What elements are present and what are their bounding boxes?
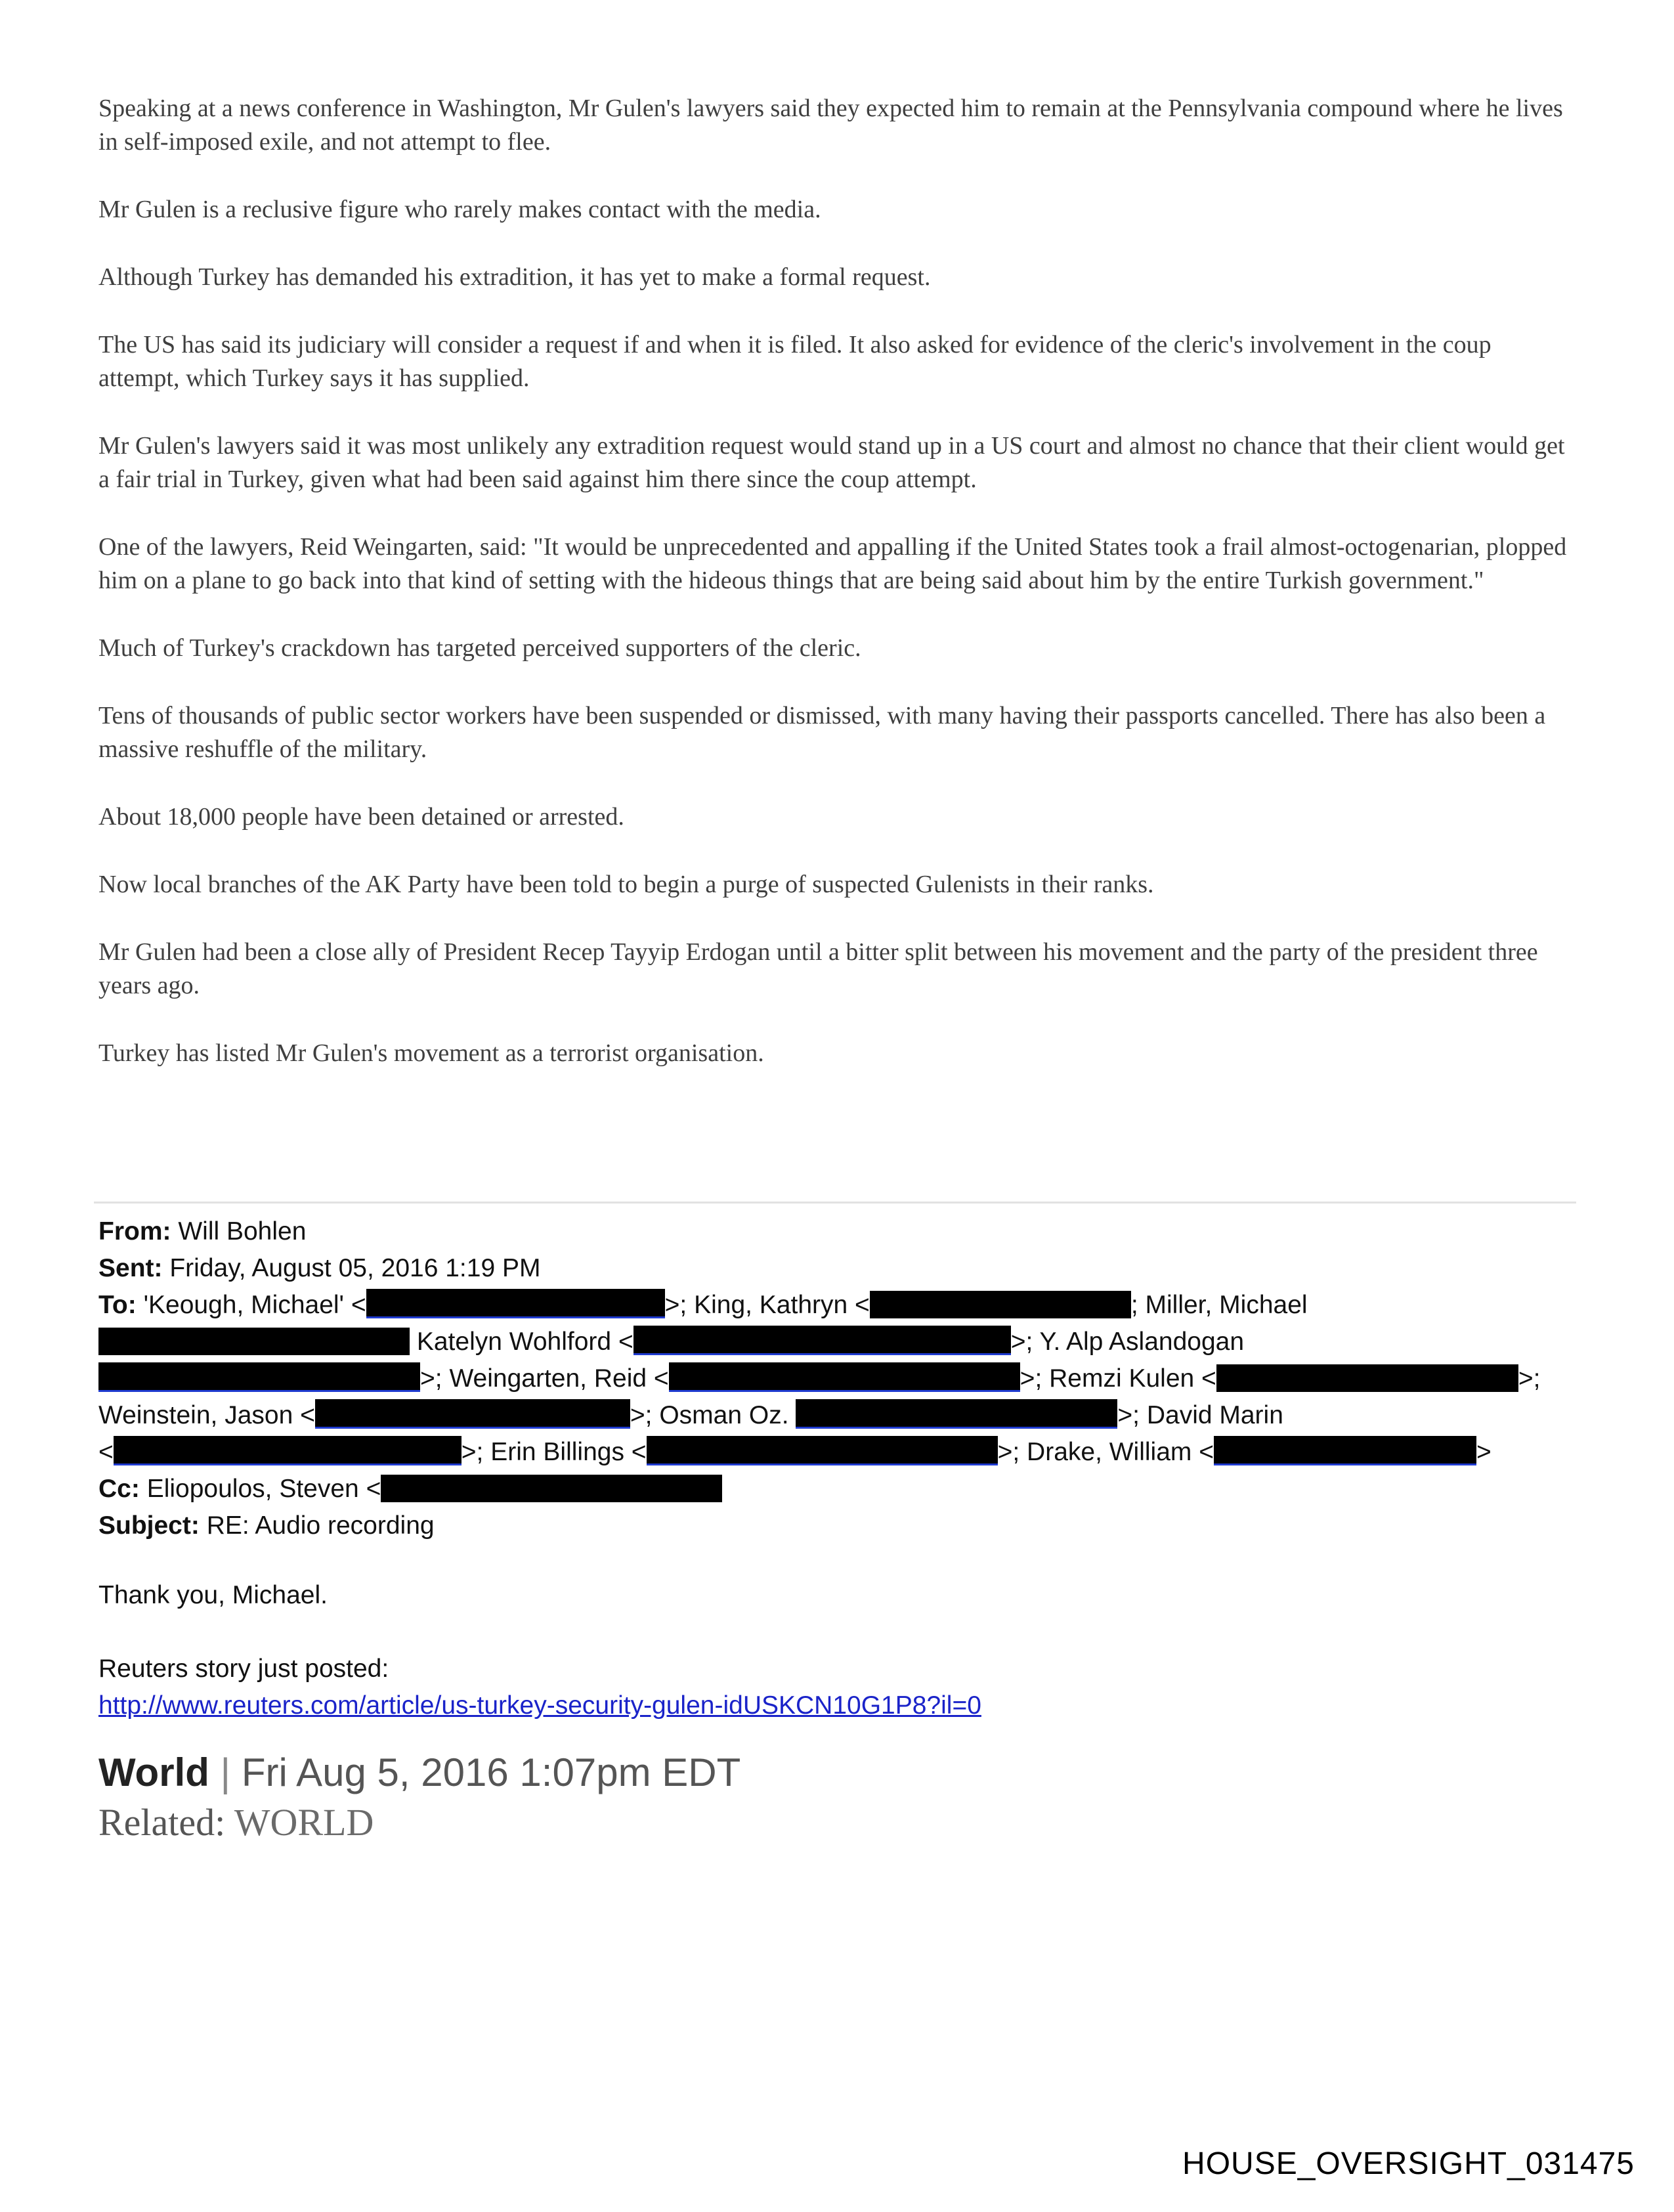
bates-number: HOUSE_OVERSIGHT_031475 xyxy=(1182,2146,1635,2181)
email-message xyxy=(98,1213,1562,1724)
byline-section: World xyxy=(98,1750,209,1794)
article-paragraph: Mr Gulen's lawyers said it was most unlikely any extradition request would stand up in a US court and almost no chance that their client would get a fair trial in Turkey, given what had been said against him there since the coup attempt. xyxy=(98,432,1565,493)
article-paragraph: Mr Gulen is a reclusive figure who rarely makes contact with the media. xyxy=(98,196,821,223)
to-recipient-text: Katelyn Wohlford < xyxy=(416,1328,633,1356)
email-sent-row xyxy=(98,1250,1562,1287)
email-body xyxy=(98,1577,1562,1724)
article-paragraph: Now local branches of the AK Party have been told to begin a purge of suspected Gulenists in their ranks. xyxy=(98,871,1154,898)
redaction-block xyxy=(381,1475,722,1502)
to-recipient-text: >; Remzi Kulen < xyxy=(1019,1364,1216,1393)
email-to-row-cont xyxy=(98,1360,1562,1397)
to-recipient-text: < xyxy=(98,1438,114,1466)
byline-date: Fri Aug 5, 2016 1:07pm EDT xyxy=(241,1750,741,1794)
related-label: Related: xyxy=(98,1801,234,1844)
redaction-block xyxy=(796,1399,1117,1429)
sent-value: Friday, August 05, 2016 1:19 PM xyxy=(169,1254,541,1282)
to-recipient-text: >; King, Kathryn < xyxy=(664,1291,870,1319)
article-body xyxy=(98,92,1576,1104)
article-paragraph: Much of Turkey's crackdown has targeted perceived supporters of the cleric. xyxy=(98,634,861,662)
article-paragraph: One of the lawyers, Reid Weingarten, said: "It would be unprecedented and appalling if the United States took a frail almost-octogenarian, plopped him on a plane to go back into that kind of setting with the hideous things that are being said about him by the entire Turkish government." xyxy=(98,533,1567,594)
cc-label: Cc: xyxy=(98,1475,140,1503)
redaction-block xyxy=(1214,1436,1476,1465)
reuters-article-link[interactable]: http://www.reuters.com/article/us-turkey-security-gulen-idUSKCN10G1P8?il=0 xyxy=(98,1691,981,1720)
redaction-block xyxy=(669,1362,1020,1392)
to-recipient-text: 'Keough, Michael' < xyxy=(143,1291,366,1319)
related-line xyxy=(98,1800,374,1844)
redaction-block xyxy=(98,1362,420,1392)
email-from-row xyxy=(98,1213,1562,1250)
sent-label: Sent: xyxy=(98,1254,163,1282)
redaction-block xyxy=(647,1436,998,1465)
subject-value: RE: Audio recording xyxy=(206,1511,435,1540)
email-to-row-cont xyxy=(98,1324,1562,1360)
redaction-block xyxy=(315,1399,630,1429)
redaction-block xyxy=(1216,1364,1518,1392)
email-to-row-cont xyxy=(98,1434,1562,1471)
email-to-row-cont xyxy=(98,1397,1562,1434)
article-paragraph: Turkey has listed Mr Gulen's movement as a terrorist organisation. xyxy=(98,1039,764,1067)
email-cc-row xyxy=(98,1471,1562,1507)
related-value: WORLD xyxy=(234,1801,374,1844)
article-paragraph: The US has said its judiciary will consider a request if and when it is filed. It also asked for evidence of the cleric's involvement in the coup attempt, which Turkey says it has supplied. xyxy=(98,331,1492,392)
article-paragraph: Although Turkey has demanded his extradition, it has yet to make a formal request. xyxy=(98,263,931,291)
to-recipient-text: Weinstein, Jason < xyxy=(98,1401,315,1429)
redaction-block xyxy=(633,1326,1011,1355)
to-recipient-text: >; xyxy=(1518,1364,1541,1393)
to-recipient-text: >; David Marin xyxy=(1117,1401,1283,1429)
to-recipient-text: > xyxy=(1476,1438,1492,1466)
to-recipient-text: >; Erin Billings < xyxy=(461,1438,647,1466)
article-paragraph: Speaking at a news conference in Washington, Mr Gulen's lawyers said they expected him to remain at the Pennsylvania compound where he lives in self-imposed exile, and not attempt to flee. xyxy=(98,95,1563,156)
article-byline xyxy=(98,1750,740,1795)
cc-value: Eliopoulos, Steven < xyxy=(146,1475,381,1503)
email-subject-row xyxy=(98,1507,1562,1544)
to-recipient-text: >; Osman Oz. xyxy=(630,1401,789,1429)
redaction-block xyxy=(366,1289,665,1318)
article-paragraph: Tens of thousands of public sector workers have been suspended or dismissed, with many having their passports cancelled. There has also been a massive reshuffle of the military. xyxy=(98,702,1546,763)
from-value: Will Bohlen xyxy=(178,1217,307,1246)
redaction-block xyxy=(114,1436,461,1465)
to-recipient-text: ; Miller, Michael xyxy=(1130,1291,1308,1319)
email-separator-rule xyxy=(94,1202,1576,1204)
byline-separator: | xyxy=(209,1750,242,1794)
subject-label: Subject: xyxy=(98,1511,200,1540)
redaction-block xyxy=(98,1328,410,1355)
from-label: From: xyxy=(98,1217,171,1246)
article-paragraph: Mr Gulen had been a close ally of President Recep Tayyip Erdogan until a bitter split between his movement and the party of the president three years ago. xyxy=(98,938,1538,999)
article-paragraph: About 18,000 people have been detained or arrested. xyxy=(98,803,624,831)
to-recipient-text: >; Y. Alp Aslandogan xyxy=(1010,1328,1245,1356)
redaction-block xyxy=(870,1291,1131,1318)
to-label: To: xyxy=(98,1291,137,1319)
email-body-line: Thank you, Michael. xyxy=(98,1581,328,1609)
email-to-row xyxy=(98,1287,1562,1324)
email-body-line: Reuters story just posted: xyxy=(98,1655,389,1683)
to-recipient-text: >; Weingarten, Reid < xyxy=(420,1364,669,1393)
to-recipient-text: >; Drake, William < xyxy=(997,1438,1214,1466)
